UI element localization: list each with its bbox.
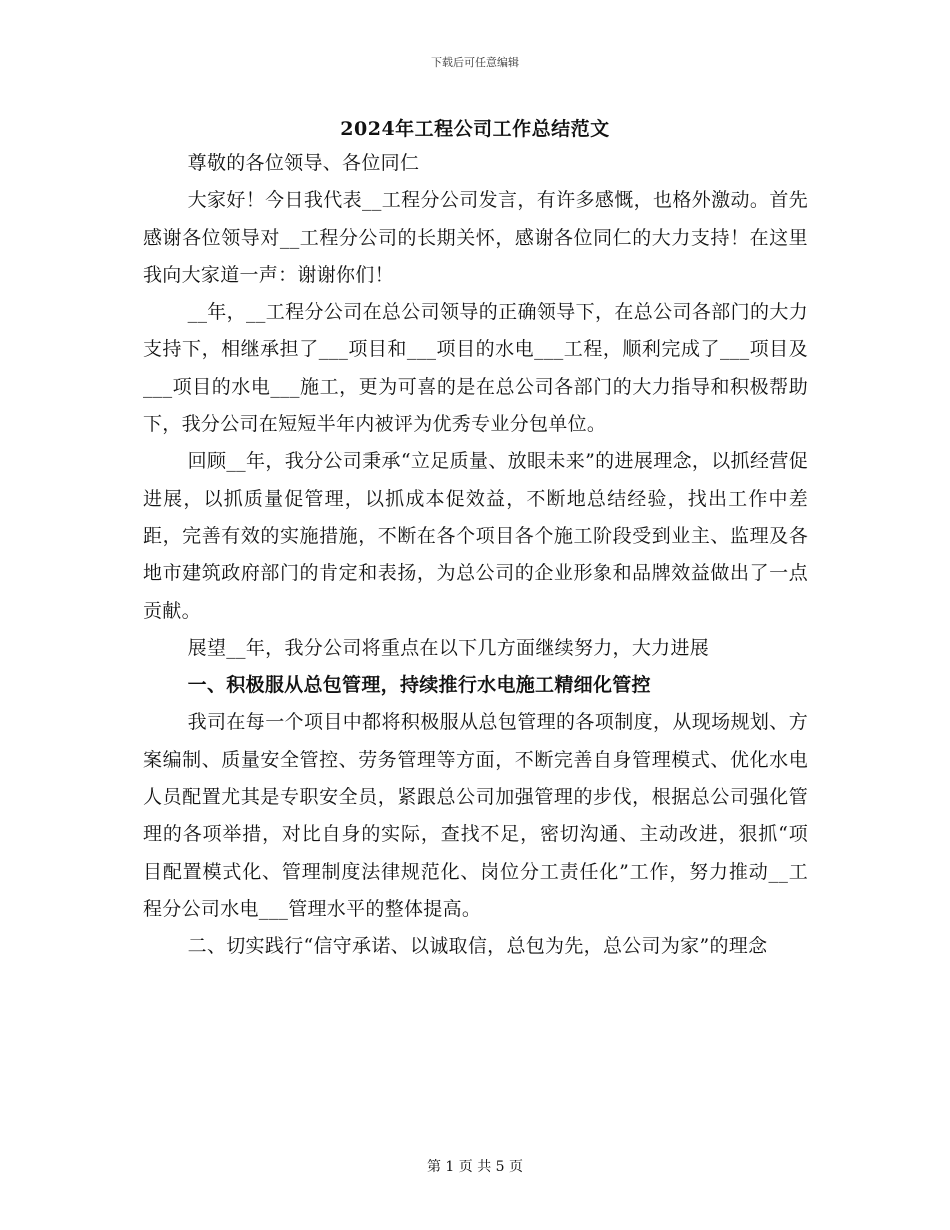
paragraph-achievements: __年，__工程分公司在总公司领导的正确领导下，在总公司各部门的大力支持下，相继承担了___项目和___项目的水电___工程，顺利完成了___项目及___项目的水电___施工，更为可喜的是在总公司各部门的大力指导和积极帮助下，我分公司在短短半年内被评为优秀专业分包单位。 [143,301,808,436]
header-note: 下载后可任意编辑 [431,56,519,69]
section-heading-2: 二、切实践行“信守承诺、以诚取信，总包为先，总公司为家”的理念 [187,935,768,958]
paragraph-outlook: 展望__年，我分公司将重点在以下几方面继续努力，大力进展 [187,636,710,659]
page-footer: 第 1 页 共 5 页 [426,1159,524,1175]
document-title: 2024年工程公司工作总结范文 [340,118,610,140]
salutation: 尊敬的各位领导、各位同仁 [187,152,420,174]
paragraph-greeting: 大家好！今日我代表__工程分公司发言，有许多感慨，也格外激动。首先感谢各位领导对__工程分公司的长期关怀，感谢各位同仁的大力支持！在这里我向大家道一声：谢谢你们！ [143,189,808,286]
document-body [143,145,808,966]
section-heading-1: 一、积极服从总包管理，持续推行水电施工精细化管控 [187,674,651,697]
paragraph-section-1: 我司在每一个项目中都将积极服从总包管理的各项制度，从现场规划、方案编制、质量安全管控、劳务管理等方面，不断完善自身管理模式、优化水电人员配置尤其是专职安全员，紧跟总公司加强管理的步伐，根据总公司强化管理的各项举措，对比自身的实际，查找不足，密切沟通、主动改进，狠抓“项目配置模式化、管理制度法律规范化、岗位分工责任化”工作，努力推动__工程分公司水电___管理水平的整体提高。 [143,711,808,920]
paragraph-review: 回顾__年，我分公司秉承“立足质量、放眼未来”的进展理念，以抓经营促进展，以抓质量促管理，以抓成本促效益，不断地总结经验，找出工作中差距，完善有效的实施措施，不断在各个项目各个施工阶段受到业主、监理及各地市建筑政府部门的肯定和表扬，为总公司的企业形象和品牌效益做出了一点贡献。 [143,450,808,622]
